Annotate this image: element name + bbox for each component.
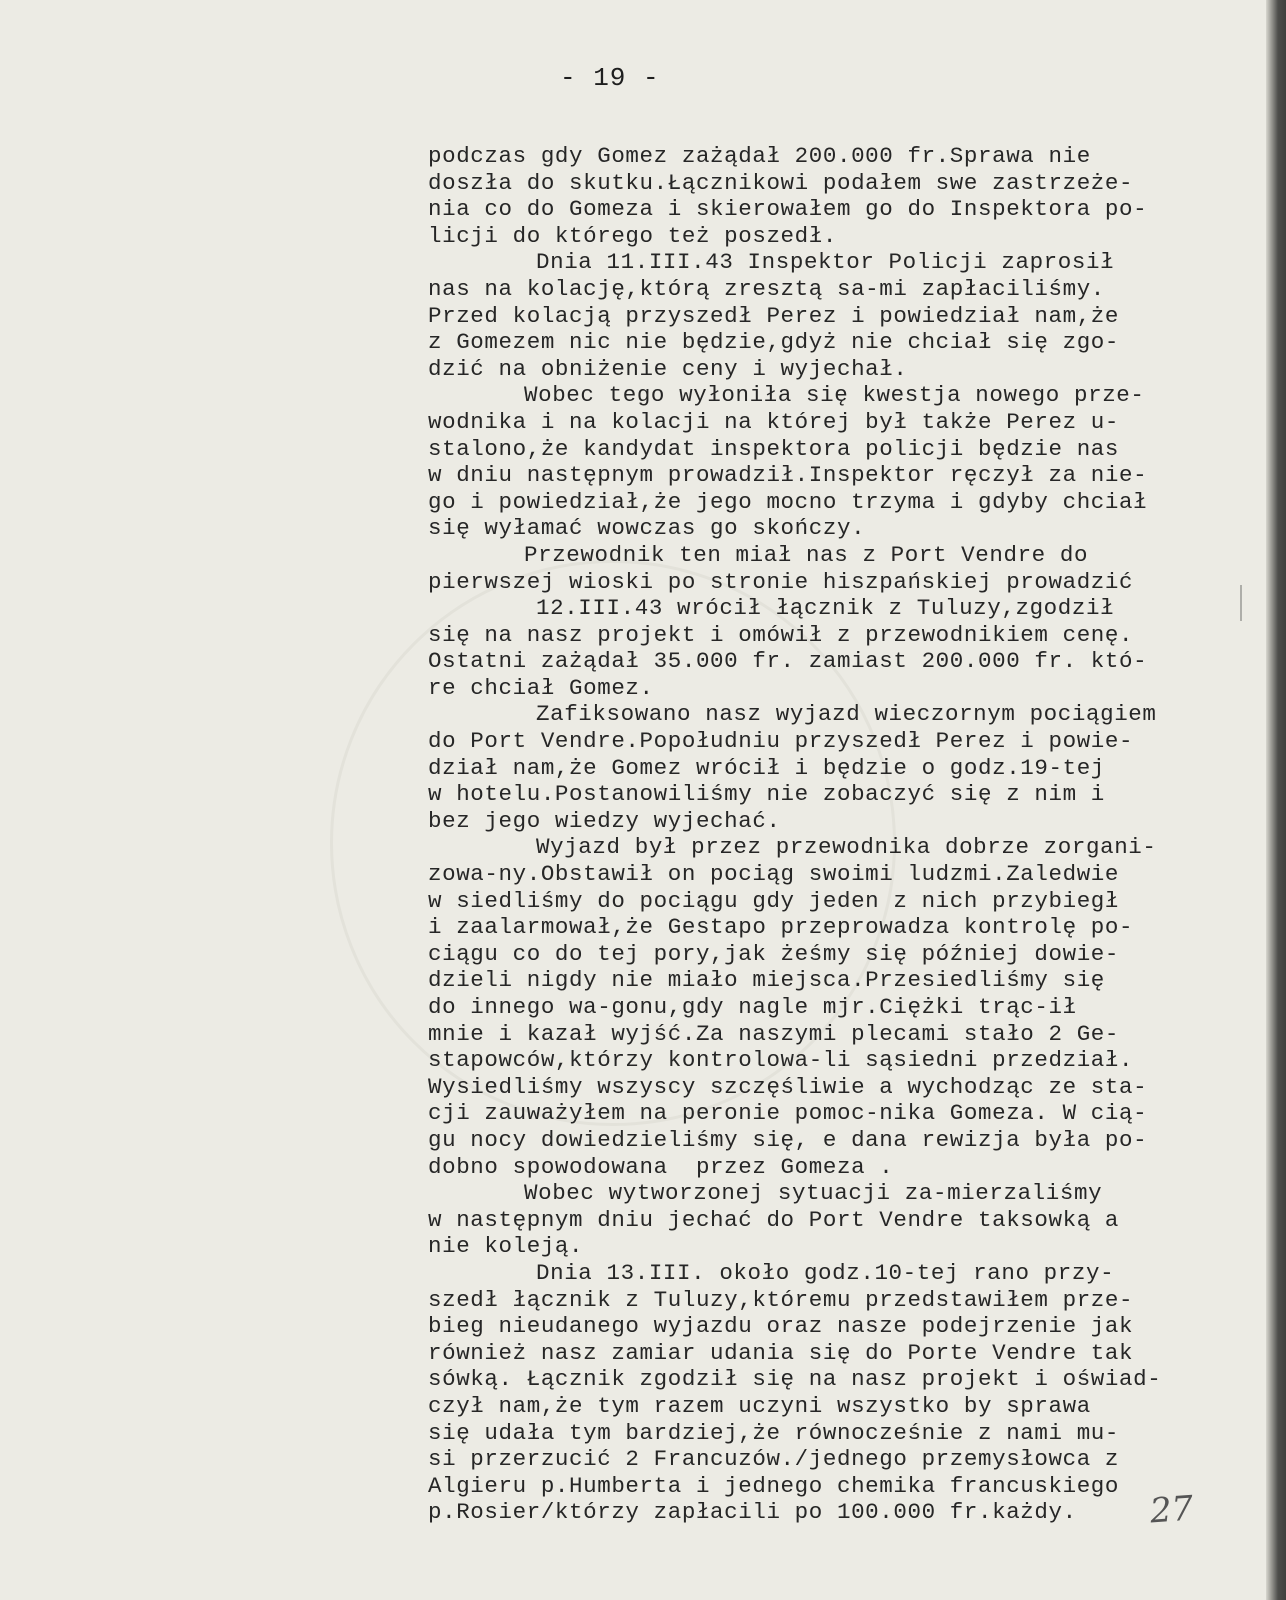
text-line: licji do którego też poszedł. [428,222,837,249]
text-line: sówką. Łącznik zgodził się na nasz projekt i oświad- [428,1366,1162,1393]
text-line: dobno spowodowana przez Gomeza . [428,1153,894,1180]
text-line: podczas gdy Gomez zażądał 200.000 fr.Sprawa nie [428,143,1091,169]
text-line: Dnia 11.III.43 Inspektor Policji zaprosił [536,249,1115,276]
text-line: do Port Vendre.Popołudniu przyszedł Perez i powie- [428,728,1134,755]
text-line: również nasz zamiar udania się do Porte Vendre tak [428,1339,1134,1366]
text-line: Wobec tego wyłoniła się kwestja nowego prze- [524,382,1145,409]
margin-mark [1240,585,1256,621]
text-line: p.Rosier/którzy zapłacili po 100.000 fr.każdy. [428,1499,1077,1526]
text-line: go i powiedział,że jego mocno trzyma i gdyby chciał [428,488,1148,515]
text-line: bieg nieudanego wyjazdu oraz nasze podejrzenie jak [428,1313,1134,1340]
text-line: stapowców,którzy kontrolowa-li sąsiedni przedział. [428,1047,1134,1074]
text-line: zowa-ny.Obstawił on pociąg swoimi ludzmi.Zaledwie [428,861,1120,888]
text-line: Zafiksowano nasz wyjazd wieczornym pociągiem [536,701,1157,728]
text-line: Wobec wytworzonej sytuacji za-mierzaliśmy [524,1180,1103,1207]
text-line: Dnia 13.III. około godz.10-tej rano przy- [536,1259,1115,1286]
text-line: w siedliśmy do pociągu gdy jeden z nich przybiegł [428,887,1120,914]
text-line: nia co do Gomeza i skierowałem go do Inspektora po- [428,196,1148,223]
text-line: gu nocy dowiedzieliśmy się, e dana rewizja była po- [428,1126,1148,1153]
text-line: Ostatni zażądał 35.000 fr. zamiast 200.000 fr. któ- [428,648,1148,675]
text-line: w następnym dniu jechać do Port Vendre taksowką a [428,1206,1120,1233]
text-line: i zaalarmował,że Gestapo przeprowadza kontrolę po- [428,914,1134,941]
text-line: ciągu co do tej pory,jak żeśmy się później dowie- [428,940,1120,967]
text-line: dzić na obniżenie ceny i wyjechał. [428,355,908,382]
text-line: si przerzucić 2 Francuzów./jednego przemysłowca z [428,1446,1120,1473]
text-line: z Gomezem nic nie będzie,gdyż nie chciał się zgo- [428,329,1120,356]
scan-border [1266,0,1286,1600]
text-line: do innego wa-gonu,gdy nagle mjr.Ciężki trąc-ił [428,994,1077,1020]
text-line: 12.III.43 wrócił łącznik z Tuluzy,zgodził [536,595,1115,622]
text-line: dział nam,że Gomez wrócił i będzie o godz.19-tej [428,754,1105,781]
text-line: wodnika i na kolacji na której był także Perez u- [428,408,1120,435]
text-line: Wyjazd był przez przewodnika dobrze zorgani- [536,834,1157,861]
text-line: Algieru p.Humberta i jednego chemika francuskiego [428,1472,1120,1499]
text-line: Wysiedliśmy wszyscy szczęśliwie a wychodząc ze sta- [428,1073,1148,1100]
text-line: się wyłamać wowczas go skończy. [428,515,866,542]
text-line: cji zauważyłem na peronie pomoc-nika Gomeza. W cią- [428,1100,1148,1127]
text-line: nie koleją. [428,1233,584,1260]
text-line: bez jego wiedzy wyjechać. [428,807,781,834]
text-line: w hotelu.Postanowiliśmy nie zobaczyć się z nim i [428,781,1105,808]
page-number: - 19 - [560,63,660,93]
text-line: Przed kolacją przyszedł Perez i powiedział nam,że [428,302,1120,329]
text-line: stalono,że kandydat inspektora policji będzie nas [428,435,1120,462]
text-line: w dniu następnym prowadził.Inspektor ręczył za nie- [428,462,1148,489]
text-line: pierwszej wioski po stronie hiszpańskiej prowadzić [428,568,1134,595]
text-line: się na nasz projekt i omówił z przewodnikiem cenę. [428,621,1134,648]
text-line: doszła do skutku.Łącznikowi podałem swe zastrzeże- [428,169,1134,196]
typewritten-body [428,143,1240,1526]
text-line: się udała tym bardziej,że równocześnie z nami mu- [428,1419,1120,1446]
text-line: mnie i kazał wyjść.Za naszymi plecami stało 2 Ge- [428,1020,1120,1047]
text-line: Przewodnik ten miał nas z Port Vendre do [524,541,1089,568]
text-line: re chciał Gomez. [428,674,654,701]
text-line: czył nam,że tym razem uczyni wszystko by sprawa [428,1392,1091,1419]
text-line: szedł łącznik z Tuluzy,któremu przedstawiłem prze- [428,1286,1134,1313]
text-line: nas na kolację,którą zresztą sa-mi zapłaciliśmy. [428,275,1105,302]
handwritten-folio-number: 27 [1148,1488,1195,1532]
text-line: dzieli nigdy nie miało miejsca.Przesiedliśmy się [428,967,1105,994]
